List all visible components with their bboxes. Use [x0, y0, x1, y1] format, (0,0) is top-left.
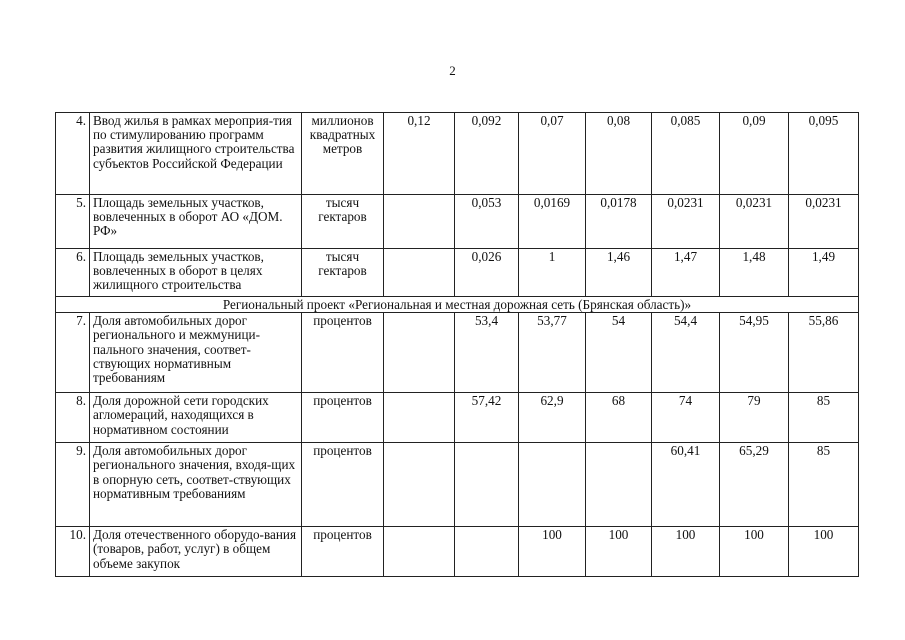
value-cell: 60,41: [652, 443, 720, 527]
unit-cell: тысяч гектаров: [302, 195, 384, 249]
value-cell: [586, 443, 652, 527]
value-cell: 0,0231: [652, 195, 720, 249]
value-cell: 85: [789, 443, 859, 527]
value-cell: 74: [652, 393, 720, 443]
value-cell: [384, 249, 455, 297]
value-cell: 1,49: [789, 249, 859, 297]
value-cell: 0,08: [586, 113, 652, 195]
value-cell: 68: [586, 393, 652, 443]
table-row: [56, 195, 859, 249]
value-cell: 100: [720, 527, 789, 577]
value-cell: 1,47: [652, 249, 720, 297]
row-number: 4.: [56, 113, 90, 195]
unit-cell: процентов: [302, 393, 384, 443]
indicator-name: Площадь земельных участков, вовлеченных в оборот в целях жилищного строительства: [90, 249, 302, 297]
value-cell: 54: [586, 313, 652, 393]
indicator-name: Площадь земельных участков, вовлеченных в оборот АО «ДОМ. РФ»: [90, 195, 302, 249]
value-cell: 0,07: [519, 113, 586, 195]
indicator-name: Доля автомобильных дорог регионального и межмуници-пального значения, соответ-ствующих нормативным требованиям: [90, 313, 302, 393]
value-cell: 53,4: [455, 313, 519, 393]
value-cell: 100: [519, 527, 586, 577]
value-cell: 1,48: [720, 249, 789, 297]
value-cell: 0,092: [455, 113, 519, 195]
value-cell: 0,026: [455, 249, 519, 297]
value-cell: 0,053: [455, 195, 519, 249]
indicator-name: Доля автомобильных дорог регионального значения, входя-щих в опорную сеть, соответ-ствующих нормативным требованиям: [90, 443, 302, 527]
value-cell: 0,095: [789, 113, 859, 195]
row-number: 9.: [56, 443, 90, 527]
unit-cell: миллионов квадратных метров: [302, 113, 384, 195]
table-row: [56, 393, 859, 443]
row-number: 10.: [56, 527, 90, 577]
table-row: [56, 443, 859, 527]
value-cell: 79: [720, 393, 789, 443]
value-cell: [455, 527, 519, 577]
value-cell: [384, 443, 455, 527]
table-row: [56, 527, 859, 577]
row-number: 7.: [56, 313, 90, 393]
value-cell: 54,4: [652, 313, 720, 393]
value-cell: 0,0231: [720, 195, 789, 249]
value-cell: [384, 313, 455, 393]
value-cell: 0,12: [384, 113, 455, 195]
value-cell: 1,46: [586, 249, 652, 297]
value-cell: [384, 393, 455, 443]
value-cell: 65,29: [720, 443, 789, 527]
indicator-name: Доля отечественного оборудо-вания (товаров, работ, услуг) в общем объеме закупок: [90, 527, 302, 577]
row-number: 5.: [56, 195, 90, 249]
value-cell: 0,0178: [586, 195, 652, 249]
value-cell: [519, 443, 586, 527]
indicator-name: Доля дорожной сети городских агломераций, находящихся в нормативном состоянии: [90, 393, 302, 443]
value-cell: 100: [789, 527, 859, 577]
value-cell: 55,86: [789, 313, 859, 393]
table-row: [56, 313, 859, 393]
value-cell: 85: [789, 393, 859, 443]
value-cell: [384, 527, 455, 577]
indicator-name: Ввод жилья в рамках мероприя-тия по стимулированию программ развития жилищного строительства субъектов Российской Федерации: [90, 113, 302, 195]
unit-cell: тысяч гектаров: [302, 249, 384, 297]
value-cell: 0,0169: [519, 195, 586, 249]
value-cell: 1: [519, 249, 586, 297]
value-cell: 100: [586, 527, 652, 577]
value-cell: [384, 195, 455, 249]
row-number: 8.: [56, 393, 90, 443]
value-cell: 0,085: [652, 113, 720, 195]
unit-cell: процентов: [302, 443, 384, 527]
table-row: [56, 249, 859, 297]
value-cell: 57,42: [455, 393, 519, 443]
section-title: Региональный проект «Региональная и местная дорожная сеть (Брянская область)»: [56, 297, 859, 313]
value-cell: 62,9: [519, 393, 586, 443]
page-number: 2: [449, 63, 456, 78]
unit-cell: процентов: [302, 313, 384, 393]
value-cell: 0,0231: [789, 195, 859, 249]
value-cell: [455, 443, 519, 527]
indicators-table: [55, 112, 859, 577]
section-row: [56, 297, 859, 313]
unit-cell: процентов: [302, 527, 384, 577]
value-cell: 53,77: [519, 313, 586, 393]
value-cell: 0,09: [720, 113, 789, 195]
value-cell: 54,95: [720, 313, 789, 393]
table-row: [56, 113, 859, 195]
value-cell: 100: [652, 527, 720, 577]
row-number: 6.: [56, 249, 90, 297]
